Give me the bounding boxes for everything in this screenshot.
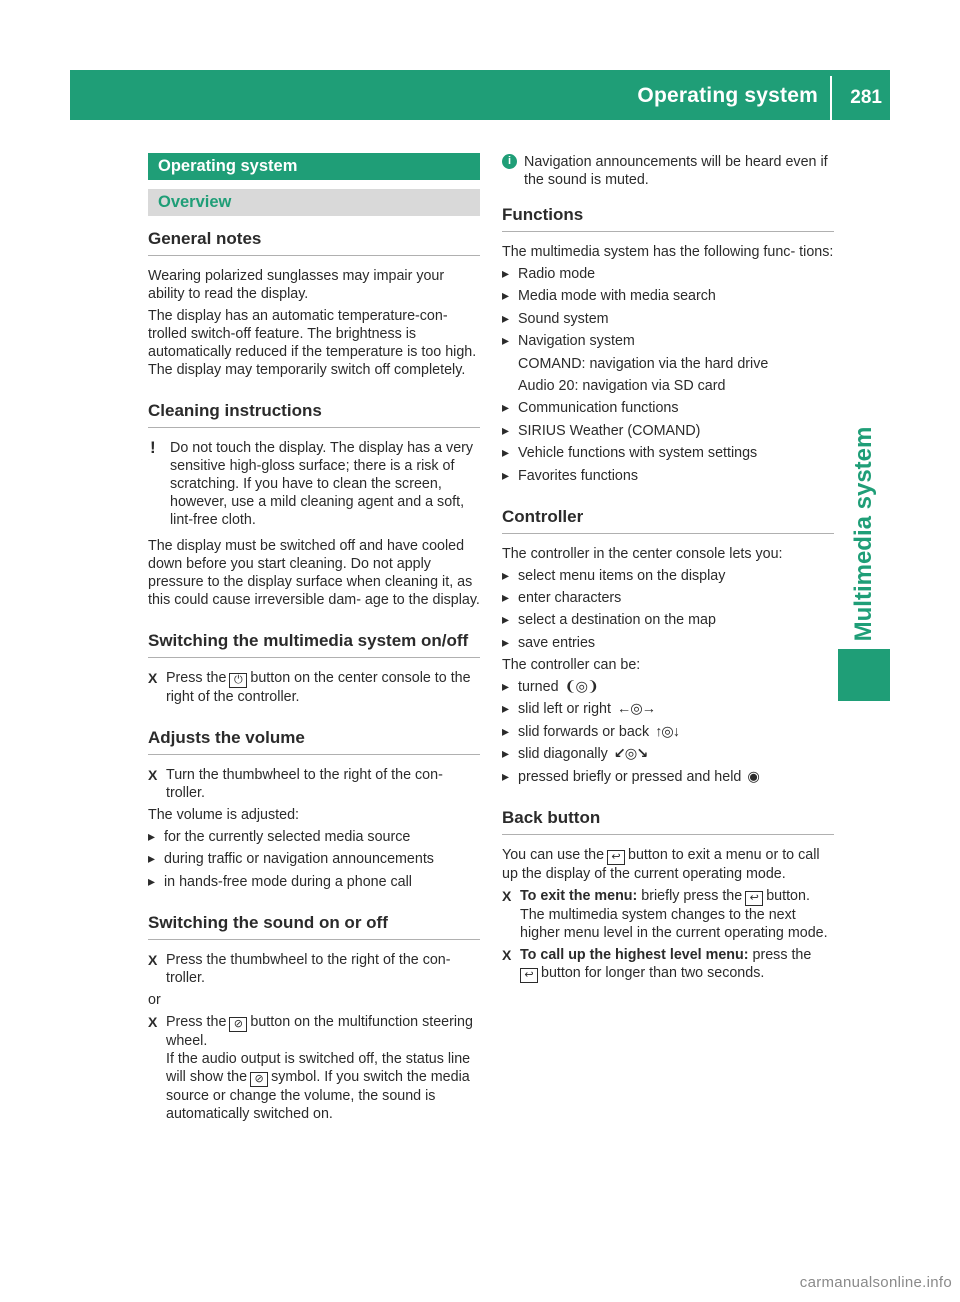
controller-slide-fb-icon: ↑◎↓ [655, 723, 679, 740]
step: X To call up the highest level menu: press the ↩ button for longer than two seconds. [502, 946, 812, 981]
list-item: ▸ Navigation system COMAND: navigation via the hard drive Audio 20: navigation via SD card [502, 332, 834, 395]
step-arrow-icon: X [148, 767, 158, 783]
list-item: ▸ Vehicle functions with system settings [502, 444, 834, 462]
list-item: ▸ during traffic or navigation announcements [148, 850, 480, 868]
paragraph: The controller in the center console lets you: [502, 545, 783, 562]
list-item: ▸ turned ❨◎❩ [502, 678, 834, 696]
step: X To exit the menu: briefly press the ↩ button. The multimedia system changes to the next higher menu level in the current operating mode. [502, 887, 828, 941]
subsection-title: Overview [148, 189, 480, 216]
section-title: Operating system [148, 153, 480, 180]
heading-controller: Controller [502, 505, 834, 534]
warning-text: Do not touch the display. The display has a very sensitive high-gloss surface; there is a risk of scratching. If you have to clean the screen, however, use a mild cleaning agent and a soft, lint-free cloth. [170, 440, 474, 528]
heading-cleaning: Cleaning instructions [148, 399, 480, 428]
right-column [502, 153, 834, 987]
info-text: Navigation announcements will be heard even if the sound is muted. [524, 154, 828, 188]
header-divider [830, 76, 832, 120]
controller-moves-list [502, 678, 834, 786]
paragraph: The controller can be: [502, 657, 641, 674]
list-item: ▸ slid left or right ←◎→ [502, 700, 834, 718]
step: X Press the ⏻ button on the center console to the right of the controller. [148, 670, 471, 705]
info-note [502, 153, 834, 189]
list-item: ▸ Media mode with media search [502, 287, 834, 305]
list-item: ▸ select menu items on the display [502, 567, 834, 585]
list-item: ▸ for the currently selected media source [148, 828, 480, 846]
step-arrow-icon: X [148, 1013, 158, 1030]
back-button-icon: ↩ [520, 968, 538, 983]
step: X Press the thumbwheel to the right of the con- troller. [148, 951, 451, 986]
functions-list [502, 265, 834, 485]
controller-diagonal-icon: ↙◎↘ [613, 746, 648, 763]
paragraph: The display has an automatic temperature-con- trolled switch-off feature. The brightness is automatically reduced if the temperature is too high. The display may temporarily switch off completely. [148, 308, 477, 378]
mute-symbol-icon: ⊘ [250, 1072, 268, 1087]
back-button-icon: ↩ [607, 850, 625, 865]
controller-turn-icon: ❨◎❩ [564, 679, 598, 696]
heading-switching: Switching the multimedia system on/off [148, 629, 480, 658]
heading-back-button: Back button [502, 806, 834, 835]
list-item: ▸ SIRIUS Weather (COMAND) [502, 422, 834, 440]
side-tab-marker [838, 649, 890, 701]
list-item: ▸ slid diagonally ↙◎↘ [502, 745, 834, 763]
list-item: ▸ slid forwards or back ↑◎↓ [502, 723, 834, 741]
header-title: Operating system [637, 84, 818, 107]
step-arrow-icon: X [502, 946, 512, 963]
list-item: ▸ Sound system [502, 310, 834, 328]
list-subline: Audio 20: navigation via SD card [518, 377, 726, 394]
mute-button-icon: ⊘ [229, 1017, 247, 1032]
warning-icon: ! [150, 438, 156, 457]
volume-list [148, 828, 480, 891]
controller-slide-lr-icon: ←◎→ [616, 701, 656, 718]
list-item: ▸ Communication functions [502, 399, 834, 417]
page-number: 281 [850, 87, 882, 108]
list-item: ▸ Radio mode [502, 265, 834, 283]
list-item: ▸ select a destination on the map [502, 611, 834, 629]
info-icon: i [502, 154, 517, 169]
paragraph: The multimedia system has the following func- tions: [502, 244, 834, 260]
list-item: ▸ Favorites functions [502, 467, 834, 485]
list-item: ▸ save entries [502, 634, 834, 652]
step-arrow-icon: X [502, 887, 512, 904]
heading-functions: Functions [502, 203, 834, 232]
step-arrow-icon: X [148, 670, 158, 686]
paragraph: The display must be switched off and have cooled down before you start cleaning. Do not apply pressure to the display surface when cleaning it, as this could cause irreversible dam- age to the display. [148, 538, 480, 608]
list-subline: COMAND: navigation via the hard drive [518, 355, 769, 372]
heading-general-notes: General notes [148, 227, 480, 256]
back-button-icon: ↩ [745, 891, 763, 906]
warning-note [148, 439, 480, 529]
list-item: ▸ enter characters [502, 589, 834, 607]
step: X Press the ⊘ button on the multifunction steering wheel. If the audio output is switched off, the status line will show the ⊘ symbol. If you switch the media source or change the volume, the sound is automatically switched on. [148, 1013, 473, 1122]
heading-sound: Switching the sound on or off [148, 911, 480, 940]
list-item: ▸ in hands-free mode during a phone call [148, 873, 480, 891]
power-button-icon: ⏻ [229, 673, 247, 688]
watermark: carmanualsonline.info [799, 1274, 952, 1291]
side-tab-label: Multimedia system [850, 426, 877, 642]
controller-press-icon: ◉ [747, 768, 759, 785]
paragraph: You can use the ↩ button to exit a menu or to call up the display of the current operating mode. [502, 846, 820, 882]
heading-volume: Adjusts the volume [148, 726, 480, 755]
left-column [148, 153, 480, 1127]
paragraph: Wearing polarized sunglasses may impair your ability to read the display. [148, 268, 445, 302]
step: X Turn the thumbwheel to the right of the con- troller. [148, 767, 443, 801]
paragraph: or [148, 991, 161, 1008]
step-arrow-icon: X [148, 951, 158, 968]
page-header [70, 70, 890, 120]
list-item: ▸ pressed briefly or pressed and held ◉ [502, 768, 834, 786]
paragraph: The volume is adjusted: [148, 807, 299, 823]
controller-list [502, 567, 834, 652]
